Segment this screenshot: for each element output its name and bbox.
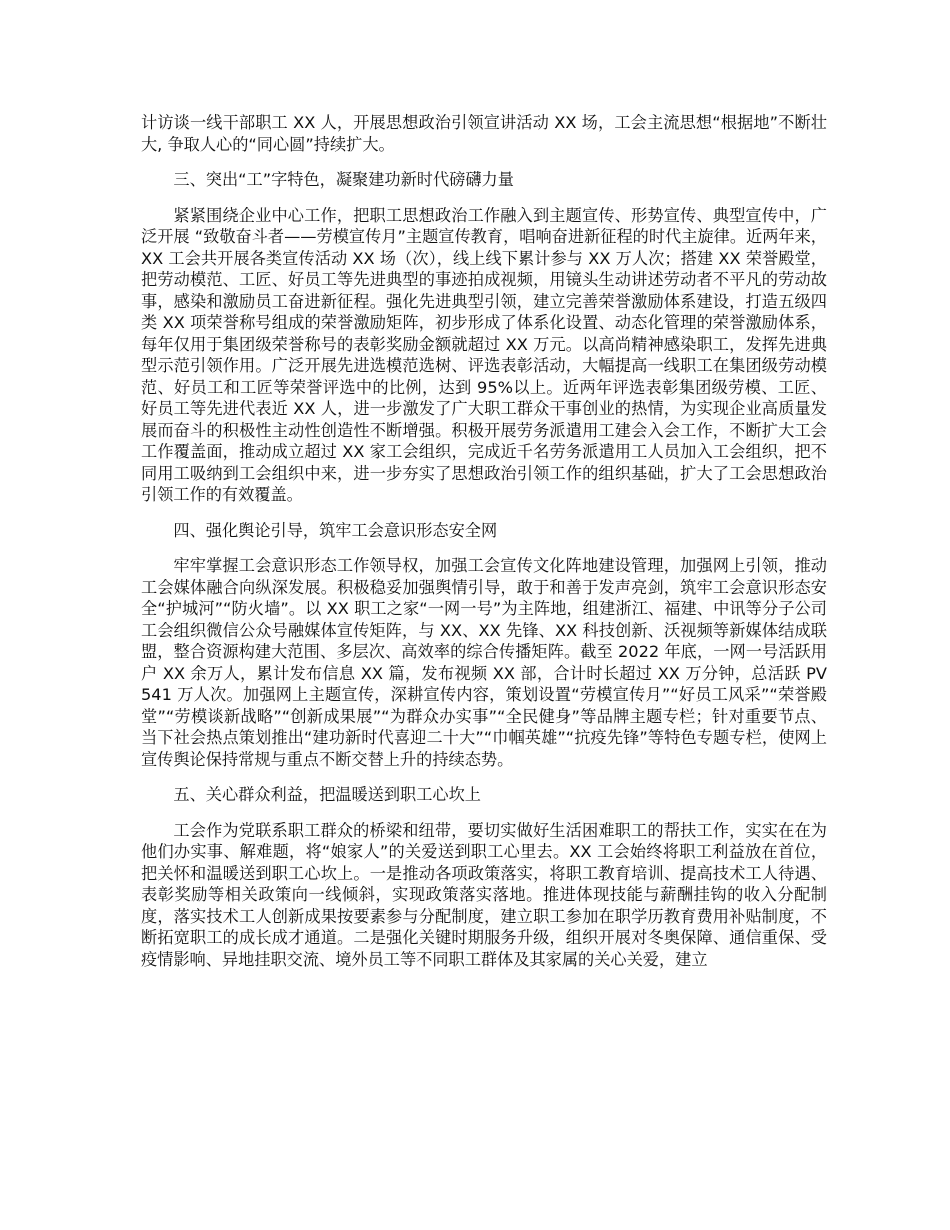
section-3-paragraph: 紧紧围绕企业中心工作，把职工思想政治工作融入到主题宣传、形势宣传、典型宣传中，广泛开展 “致敬奋斗者——劳模宣传月”主题宣传教育，唱响奋进新征程的时代主旋律。近两年来，XX 工会共开展各类宣传活动 XX 场（次），线上线下累计参与 XX 万人次；搭建 XX 荣誉殿堂，把劳动模范、工匠、好员工等先进典型的事迹拍成视频，用镜头生动讲述劳动者不平凡的劳动故事，感染和激励员工奋进新征程。强化先进典型引领，建立完善荣誉激励体系建设，打造五级四类 XX 项荣誉称号组成的荣誉激励矩阵，初步形成了体系化设置、动态化管理的荣誉激励体系，每年仅用于集团级荣誉称号的表彰奖励金额就超过 XX 万元。以高尚精神感染职工，发挥先进典型示范引领作用。广泛开展先进选模范选树、评选表彰活动，大幅提高一线职工在集团级劳动模范、好员工和工匠等荣誉评选中的比例，达到 95%以上。近两年评选表彰集团级劳模、工匠、好员工等先进代表近 XX 人，进一步激发了广大职工群众干事创业的热情，为实现企业高质量发展而奋斗的积极性主动性创造性不断增强。积极开展劳务派遣用工建会入会工作，不断扩大工会工作覆盖面，推动成立超过 XX 家工会组织，完成近千名劳务派遣用工人员加入工会组织，把不同用工吸纳到工会组织中来，进一步夯实了思想政治引领工作的组织基础，扩大了工会思想政治引领工作的有效覆盖。 bbox=[141, 205, 827, 504]
section-4-paragraph: 牢牢掌握工会意识形态工作领导权，加强工会宣传文化阵地建设管理，加强网上引领，推动工会媒体融合向纵深发展。积极稳妥加强舆情引导，敢于和善于发声亮剑，筑牢工会意识形态安全“护城河”“防火墙”。以 XX 职工之家“一网一号”为主阵地，组建浙江、福建、中讯等分子公司工会组织微信公众号融媒体宣传矩阵，与 XX、XX 先锋、XX 科技创新、沃视频等新媒体结成联盟，整合资源构建大范围、多层次、高效率的综合传播矩阵。截至 2022 年底，一网一号活跃用户 XX 余万人，累计发布信息 XX 篇，发布视频 XX 部，合计时长超过 XX 万分钟，总活跃 PV 541 万人次。加强网上主题宣传，深耕宣传内容，策划设置“劳模宣传月”“好员工风采”“荣誉殿堂”“劳模谈新战略”“创新成果展”“为群众办实事”“全民健身”等品牌主题专栏；针对重要节点、当下社会热点策划推出“建功新时代喜迎二十大”“巾帼英雄”“抗疫先锋”等特色专题专栏，使网上宣传舆论保持常规与重点不断交替上升的持续态势。 bbox=[141, 556, 827, 769]
section-3-heading: 三、突出“工”字特色，凝聚建功新时代磅礴力量 bbox=[173, 170, 514, 189]
document-page bbox=[141, 112, 827, 970]
section-5-heading: 五、关心群众利益，把温暖送到职工心坎上 bbox=[173, 785, 481, 804]
section-5-paragraph: 工会作为党联系职工群众的桥梁和纽带，要切实做好生活困难职工的帮扶工作，实实在在为他们办实事、解难题，将“娘家人”的关爱送到职工心里去。XX 工会始终将职工利益放在首位，把关怀和温暖送到职工心坎上。一是推动各项政策落实，将职工教育培训、提高技术工人待遇、表彰奖励等相关政策向一线倾斜，实现政策落实落地。推进体现技能与薪酬挂钩的收入分配制度，落实技术工人创新成果按要素参与分配制度，建立职工参加在职学历教育费用补贴制度，不断拓宽职工的成长成才通道。二是强化关键时期服务升级，组织开展对冬奥保障、通信重保、受疫情影响、异地挂职交流、境外员工等不同职工群体及其家属的关心关爱，建立 bbox=[141, 820, 827, 969]
intro-continuation-paragraph: 计访谈一线干部职工 XX 人，开展思想政治引领宣讲活动 XX 场，工会主流思想“根据地”不断壮大, 争取人心的“同心圆”持续扩大。 bbox=[141, 113, 827, 154]
section-4-heading: 四、强化舆论引导，筑牢工会意识形态安全网 bbox=[173, 520, 498, 540]
